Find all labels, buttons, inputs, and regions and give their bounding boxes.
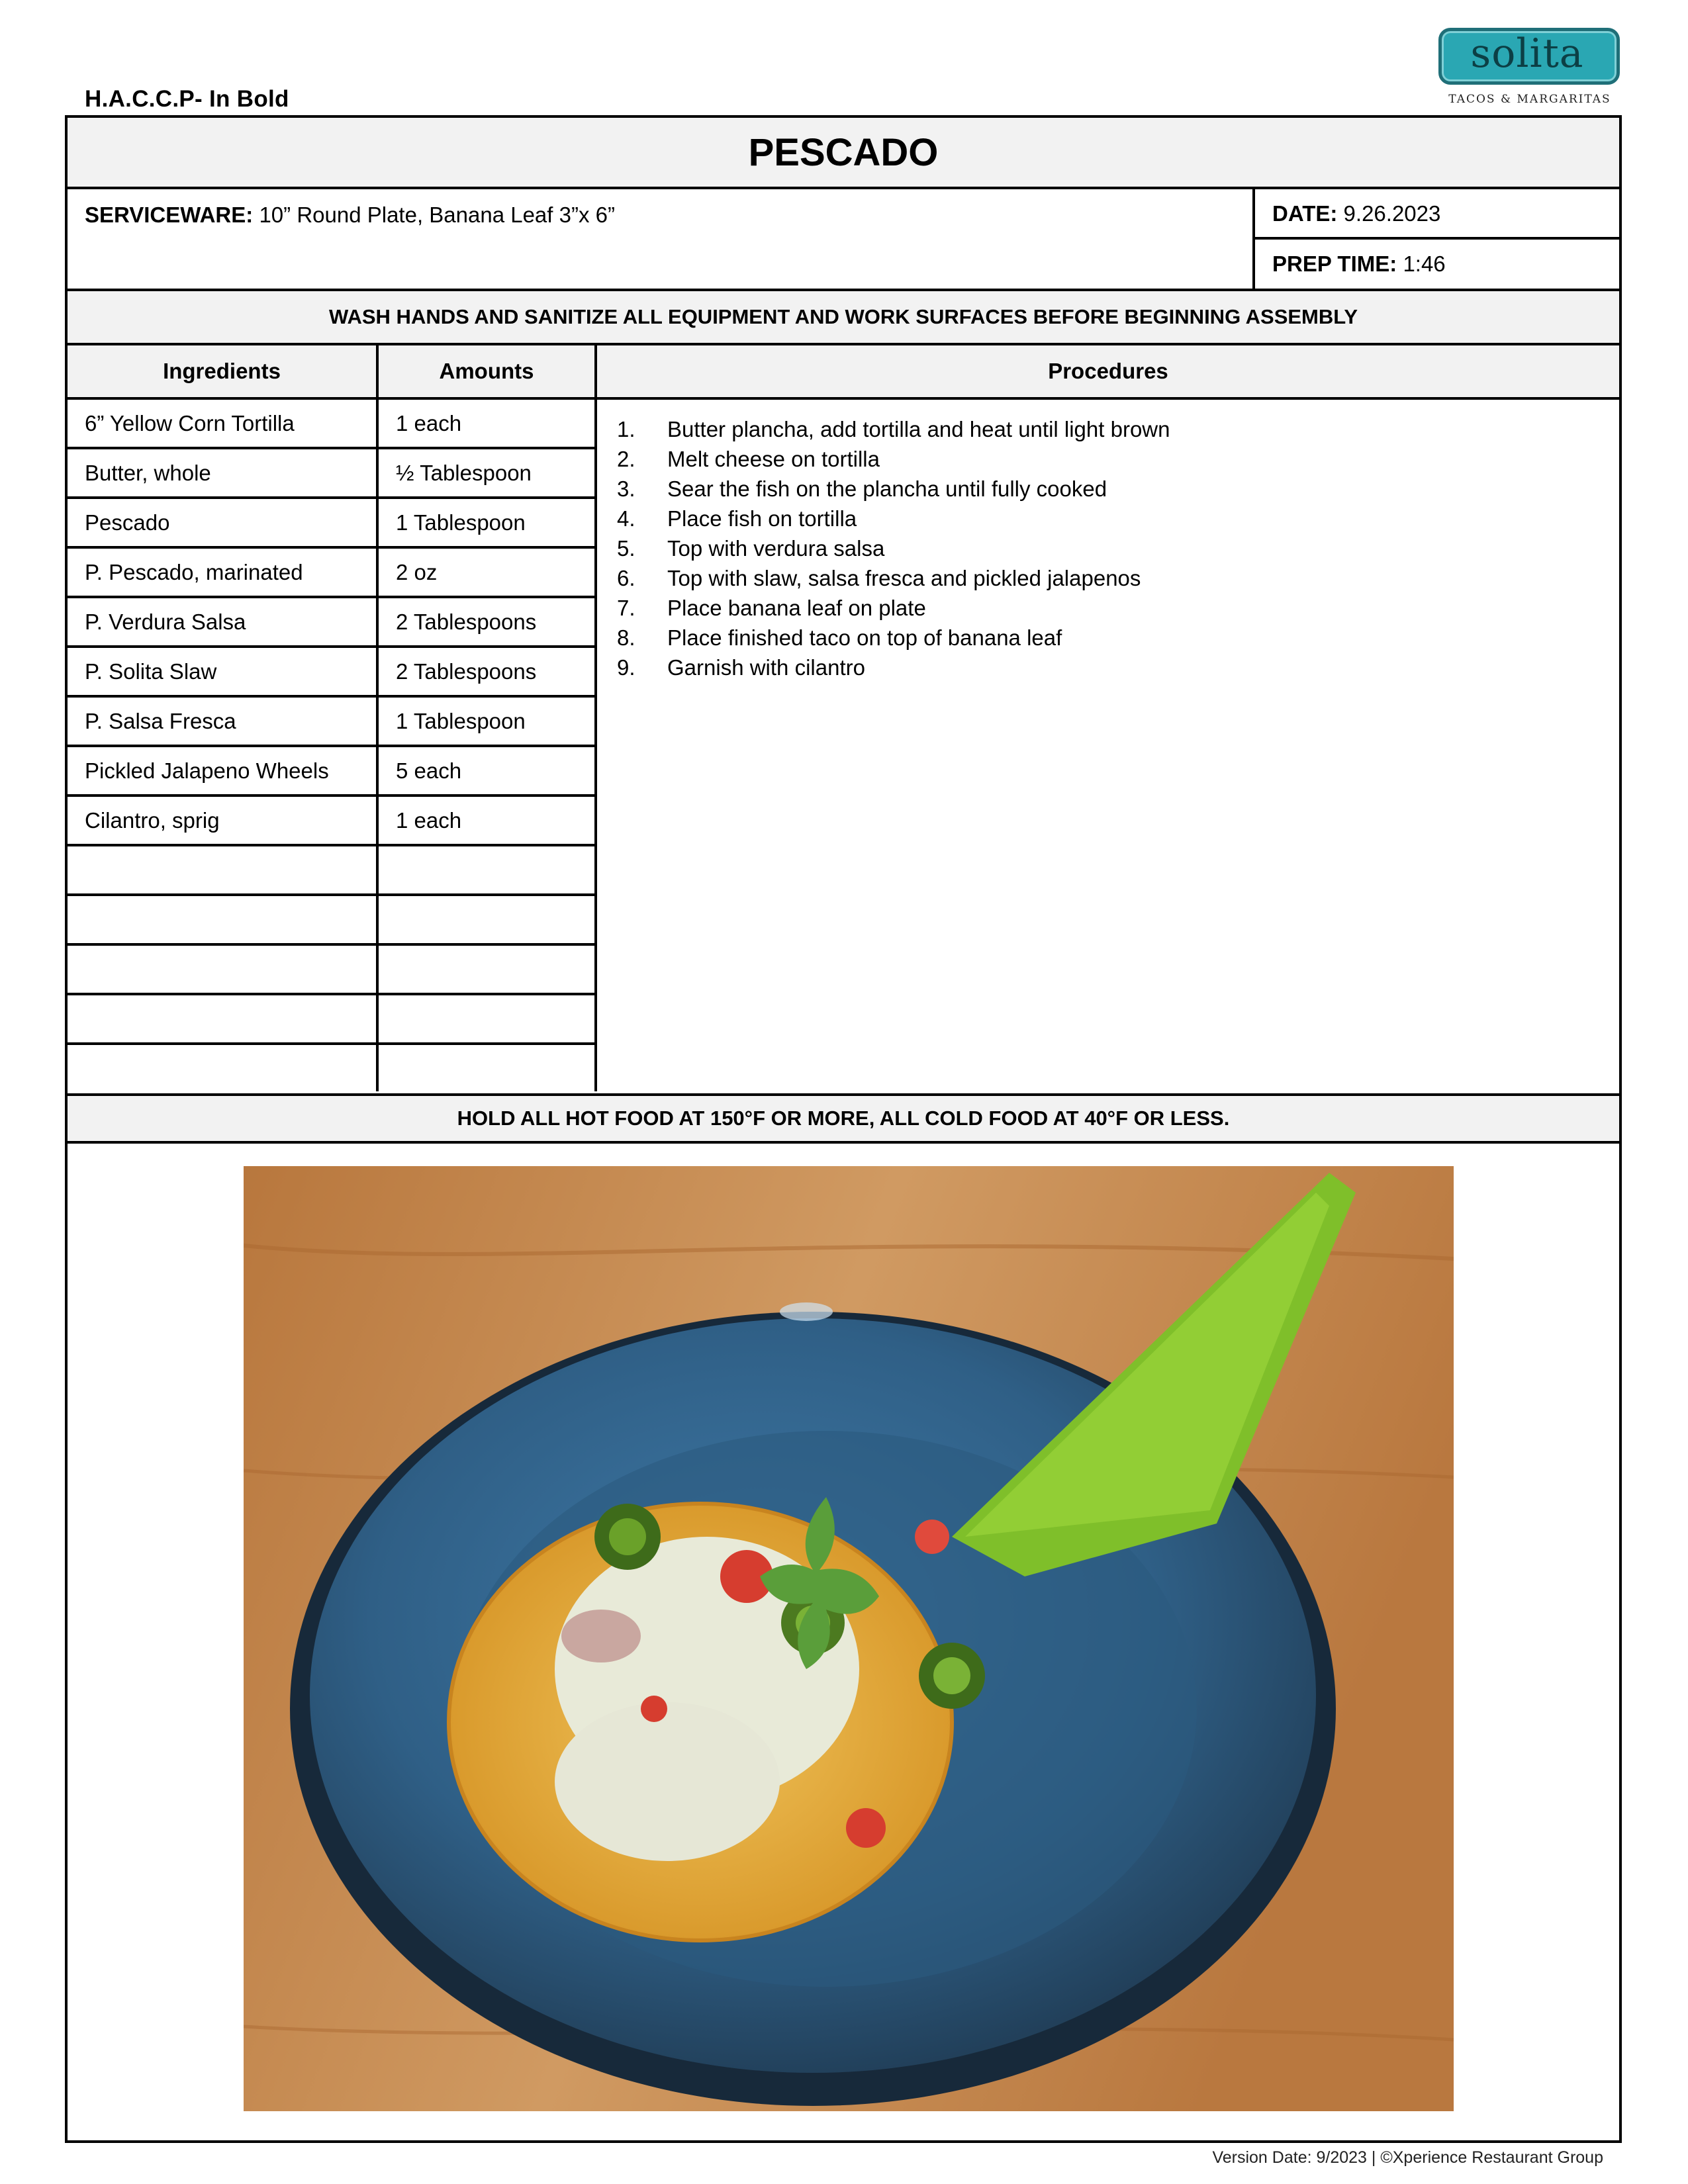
procedure-step xyxy=(617,444,1599,474)
step-number: 9. xyxy=(617,655,635,680)
ingredients-header: Ingredients xyxy=(68,345,379,400)
step-number: 7. xyxy=(617,596,635,620)
solita-logo xyxy=(1436,28,1623,113)
amount-cell xyxy=(379,995,597,1042)
table-row xyxy=(68,698,597,747)
ingredient-cell: P. Solita Slaw xyxy=(68,648,379,695)
prep-time-label: PREP TIME: xyxy=(1272,251,1397,276)
serviceware-label: SERVICEWARE: xyxy=(85,203,254,227)
procedures-header: Procedures xyxy=(597,345,1619,400)
amount-cell xyxy=(379,1045,597,1091)
version-footer: Version Date: 9/2023 | ©Xperience Restaurant Group xyxy=(1212,2148,1603,2167)
step-number: 4. xyxy=(617,506,635,531)
table-row xyxy=(68,896,597,946)
step-number: 8. xyxy=(617,625,635,650)
step-number: 1. xyxy=(617,417,635,441)
logo-wordmark: solita xyxy=(1470,30,1584,77)
table-row xyxy=(68,449,597,499)
table-row xyxy=(68,1045,597,1091)
ingredient-cell: P. Pescado, marinated xyxy=(68,549,379,596)
table-row xyxy=(68,549,597,598)
ingredient-cell: Butter, whole xyxy=(68,449,379,496)
recipe-title: PESCADO xyxy=(68,118,1619,189)
serviceware-value: 10” Round Plate, Banana Leaf 3”x 6” xyxy=(259,203,615,227)
procedure-step xyxy=(617,623,1599,653)
serviceware-cell xyxy=(68,189,1255,291)
amount-cell: 1 each xyxy=(379,797,597,844)
procedure-step xyxy=(617,533,1599,563)
amount-cell: 1 each xyxy=(379,400,597,447)
table-row xyxy=(68,400,597,449)
ingredient-cell: P. Salsa Fresca xyxy=(68,698,379,745)
table-row xyxy=(68,499,597,549)
table-row xyxy=(68,648,597,698)
step-text: Top with verdura salsa xyxy=(667,536,885,561)
step-text: Top with slaw, salsa fresca and pickled jalapenos xyxy=(667,566,1141,590)
ingredient-cell: Pickled Jalapeno Wheels xyxy=(68,747,379,794)
procedure-step xyxy=(617,414,1599,444)
wash-hands-notice: WASH HANDS AND SANITIZE ALL EQUIPMENT AND WORK SURFACES BEFORE BEGINNING ASSEMBLY xyxy=(68,291,1619,345)
table-row xyxy=(68,797,597,846)
ingredient-cell: Cilantro, sprig xyxy=(68,797,379,844)
ingredient-cell: P. Verdura Salsa xyxy=(68,598,379,645)
step-number: 5. xyxy=(617,536,635,561)
ingredient-cell: 6” Yellow Corn Tortilla xyxy=(68,400,379,447)
amount-cell: 2 Tablespoons xyxy=(379,598,597,645)
amount-cell xyxy=(379,896,597,943)
amount-cell xyxy=(379,846,597,893)
step-text: Melt cheese on tortilla xyxy=(667,447,880,471)
step-number: 2. xyxy=(617,447,635,471)
dish-photo xyxy=(244,1166,1454,2111)
ingredient-cell: Pescado xyxy=(68,499,379,546)
recipe-sheet xyxy=(65,115,1622,2143)
pescado-taco-photo xyxy=(244,1166,1454,2111)
date-cell xyxy=(1255,189,1619,240)
procedure-step xyxy=(617,504,1599,533)
table-row xyxy=(68,995,597,1045)
ingredient-cell xyxy=(68,995,379,1042)
step-text: Sear the fish on the plancha until fully cooked xyxy=(667,477,1107,501)
prep-time-value: 1:46 xyxy=(1403,251,1446,276)
ingredient-cell xyxy=(68,1045,379,1091)
amount-cell xyxy=(379,946,597,993)
ingredient-cell xyxy=(68,946,379,993)
step-text: Place fish on tortilla xyxy=(667,506,857,531)
amount-cell: 2 Tablespoons xyxy=(379,648,597,695)
haccp-note: H.A.C.C.P- In Bold xyxy=(85,86,289,112)
amount-cell: 1 Tablespoon xyxy=(379,698,597,745)
amount-cell: ½ Tablespoon xyxy=(379,449,597,496)
logo-tagline: TACOS & MARGARITAS xyxy=(1448,93,1611,106)
procedure-step xyxy=(617,563,1599,593)
prep-time-cell xyxy=(1255,240,1619,291)
step-number: 3. xyxy=(617,477,635,501)
procedure-step xyxy=(617,653,1599,682)
procedures-list xyxy=(597,400,1619,1093)
ingredient-cell xyxy=(68,896,379,943)
amount-cell: 2 oz xyxy=(379,549,597,596)
ingredients-table xyxy=(68,400,597,1091)
ingredient-cell xyxy=(68,846,379,893)
step-number: 6. xyxy=(617,566,635,590)
table-row xyxy=(68,846,597,896)
table-row xyxy=(68,598,597,648)
date-value: 9.26.2023 xyxy=(1343,201,1441,226)
amounts-header: Amounts xyxy=(379,345,597,400)
step-text: Garnish with cilantro xyxy=(667,655,865,680)
step-text: Place finished taco on top of banana leaf xyxy=(667,625,1062,650)
procedure-step xyxy=(617,593,1599,623)
step-text: Place banana leaf on plate xyxy=(667,596,926,620)
amount-cell: 5 each xyxy=(379,747,597,794)
date-label: DATE: xyxy=(1272,201,1338,226)
food-holding-notice: HOLD ALL HOT FOOD AT 150°F OR MORE, ALL COLD FOOD AT 40°F OR LESS. xyxy=(68,1093,1619,1144)
amount-cell: 1 Tablespoon xyxy=(379,499,597,546)
table-row xyxy=(68,747,597,797)
table-row xyxy=(68,946,597,995)
step-text: Butter plancha, add tortilla and heat until light brown xyxy=(667,417,1170,441)
procedure-step xyxy=(617,474,1599,504)
